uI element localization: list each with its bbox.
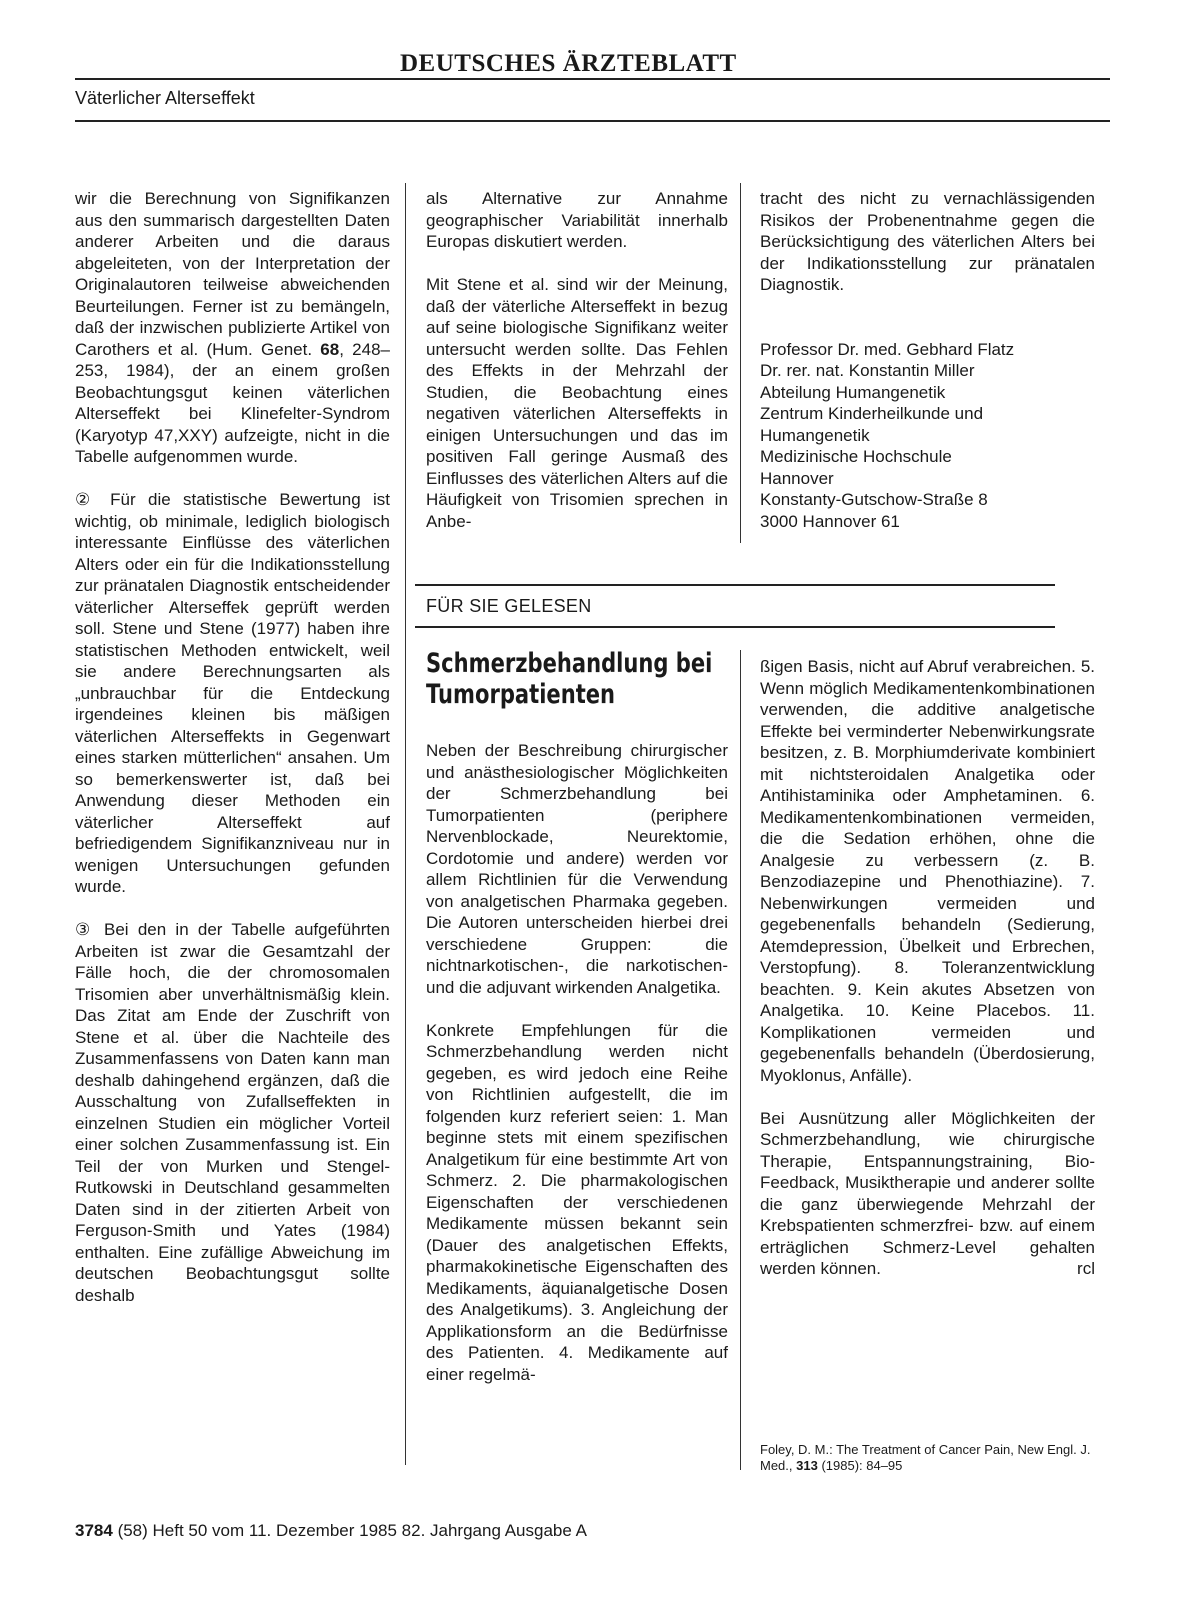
address-line: Professor Dr. med. Gebhard Flatz bbox=[760, 339, 1015, 359]
column-4 bbox=[426, 740, 728, 1385]
address-line: Hannover bbox=[760, 468, 834, 488]
literature-reference bbox=[760, 1442, 1100, 1474]
section-rule-top bbox=[415, 584, 1055, 586]
address-line: Medizinische Hochschule bbox=[760, 447, 952, 466]
column-2 bbox=[426, 188, 728, 532]
address-line: 3000 Hannover 61 bbox=[760, 511, 900, 531]
col1-paragraph-3: ③ Bei den in der Tabelle aufgeführten Arbeiten ist zwar die Gesamtzahl der Fälle hoch, die der chromosomalen Trisomien aber unverhältnismäßig klein. Das Zitat am Ende der Zuschrift von Stene et al. über die Nachteile des Zusammenfassens von Daten kann man deshalb dahingehend ergänzen, daß die Ausschaltung von Zufallseffekten in einzelnen Studien ein möglicher Vorteil einer solchen Zusammenfassung ist. Ein Teil der von Murken und Stengel-Rutkowski in Deutschland gesammelten Daten sind in der zitierten Arbeit von Ferguson-Smith und Yates (1984) enthalten. Eine zufällige Abweichung im deutschen Beobachtungsgut sollte deshalb bbox=[75, 920, 390, 1305]
col4-paragraph-1: Neben der Beschreibung chirurgischer und anästhesiologischer Möglichkeiten der Schmerzbehandlung bei Tumorpatienten (periphere Nervenblockade, Neurektomie, Cordotomie und andere) werden vor allem Richtlinien für die Verwendung von analgetischen Pharmaka gegeben. Die Autoren unterscheiden hierbei drei verschiedene Gruppen: die nichtnarkotischen-, die narkotischen- und die adjuvant wirkenden Analgetika. bbox=[426, 741, 728, 997]
col5-p2-text: Bei Ausnützung aller Möglichkeiten der Schmerzbehandlung, wie chirurgische Therapie, Entspannungstraining, Bio-Feedback, Musiktherapie und anderer sollte die ganz überwiegende Mehrzahl der Krebspatienten schmerzfrei- bzw. auf einem erträglichen Schmerz-Level gehalten werden können. bbox=[760, 1108, 1095, 1278]
col1-p1-text-a: wir die Berechnung von Signifikanzen aus den summarisch dargestellten Daten anderer Arbeiten und die daraus abgeleiteten, von der Interpretation der Originalautoren teilweise abweichenden Beurteilungen. Ferner ist zu bemängeln, daß der inzwischen publizierte Artikel von Carothers et al. (Hum. Genet. bbox=[75, 189, 390, 359]
reference-text-a: Foley, D. M.: The Treatment of Cancer Pain, New Engl. J. Med., bbox=[760, 1442, 1091, 1473]
article-headline: Schmerzbehandlung bei Tumorpatienten bbox=[426, 648, 713, 710]
col5-paragraph-1: ßigen Basis, nicht auf Abruf verabreichen. 5. Wenn möglich Medikamentenkombinationen verwenden, die additive analgetische Effekte bei verminderter Nebenwirkungsrate besitzen, z. B. Morphiumderivate kombiniert mit nichtsteroidalen Analgetika oder Antihistaminika oder Amphetaminen. 6. Medikamentenkombinationen vermeiden, die die Sedation erhöhen, ohne die Analgesie zu verbessern (z. B. Benzodiazepine und Phenothiazine). 7. Nebenwirkungen vermeiden und gegebenenfalls behandeln (Sedierung, Atemdepression, Übelkeit und Erbrechen, Verstopfung). 8. Toleranzentwicklung beachten. 9. Kein akutes Absetzen von Analgetika. 10. Keine Placebos. 11. Komplikationen vermeiden und gegebenenfalls behandeln (Überdosierung, Myoklonus, Anfälle). bbox=[760, 657, 1095, 1085]
column-5 bbox=[760, 656, 1095, 1280]
running-head: Väterlicher Alterseffekt bbox=[75, 88, 255, 108]
column-divider-2 bbox=[740, 183, 741, 543]
section-label: FÜR SIE GELESEN bbox=[426, 596, 592, 616]
page-number: 3784 bbox=[75, 1521, 113, 1540]
masthead: DEUTSCHES ÄRZTEBLATT bbox=[400, 50, 737, 77]
column-1 bbox=[75, 188, 390, 1306]
address-line: Zentrum Kinderheilkunde und Humangenetik bbox=[760, 404, 984, 445]
header-rule bbox=[75, 120, 1110, 122]
column-divider-3 bbox=[740, 650, 741, 1470]
col3-paragraph-1: tracht des nicht zu vernachlässigenden Risikos der Probenentnahme gegen die Berücksichtigung des väterlichen Alters bei der Indikationsstellung zur pränatalen Diagnostik. bbox=[760, 189, 1095, 294]
col2-paragraph-2: Mit Stene et al. sind wir der Meinung, daß der väterliche Alterseffekt in bezug auf seine biologische Signifikanz weiter untersucht werden sollte. Das Fehlen des Effekts in der Mehrzahl der Studien, die Beobachtung eines negativen väterlichen Alterseffekts in einigen Untersuchungen und das im positiven Fall geringe Ausmaß des Einflusses des väterlichen Alters auf die Häufigkeit von Trisomien sprechen in Anbe- bbox=[426, 275, 728, 531]
page-footer bbox=[75, 1521, 587, 1541]
reference-text-b: (1985): 84–95 bbox=[817, 1458, 903, 1473]
col1-paragraph-2: ② Für die statistische Bewertung ist wichtig, ob minimale, lediglich biologisch interessante Einflüsse des väterlichen Alters oder ein für die Indikationsstellung zur pränatalen Diagnostik entscheidender väterlicher Alterseffek geprüft werden soll. Stene und Stene (1977) haben ihre statistischen Methoden entwickelt, weil sie andere Berechnungsarten als „unbrauchbar für die Entdeckung irgendeines kleinen bis mäßigen väterlichen Alterseffekts in Gegenwart eines starken mütterlichen“ ansahen. Um so bemerkenswerter ist, daß bei Anwendung dieser Methoden ein väterlicher Alterseffekt auf befriedigendem Signifikanzniveau nur in wenigen Untersuchungen gefunden wurde. bbox=[75, 490, 390, 896]
section-rule-bottom bbox=[415, 626, 1055, 628]
col1-volume-number: 68 bbox=[320, 339, 340, 359]
address-line: Abteilung Humangenetik bbox=[760, 382, 946, 402]
col5-paragraph-2 bbox=[760, 1108, 1095, 1280]
author-address bbox=[760, 339, 1095, 533]
address-line: Dr. rer. nat. Konstantin Miller bbox=[760, 361, 975, 380]
issue-info: (58) Heft 50 vom 11. Dezember 1985 82. Jahrgang Ausgabe A bbox=[117, 1521, 587, 1540]
author-signature: rcl bbox=[1077, 1259, 1095, 1278]
col1-p1-text-b: , 248–253, 1984), der an einem großen Beobachtungsgut keinen väterlichen Alterseffekt bei Klinefelter-Syndrom (Karyotyp 47,XXY) aufzeigte, nicht in die Tabelle aufgenommen wurde. bbox=[75, 339, 391, 466]
col2-paragraph-1: als Alternative zur Annahme geographischer Variabilität innerhalb Europas diskutiert werden. bbox=[426, 189, 728, 251]
col4-paragraph-2: Konkrete Empfehlungen für die Schmerzbehandlung werden nicht gegeben, es wird jedoch eine Reihe von Richtlinien aufgestellt, die im folgenden kurz referiert seien: 1. Man beginne stets mit einem spezifischen Analgetikum für eine bestimmte Art von Schmerz. 2. Die pharmakologischen Eigenschaften der verschiedenen Medikamente müssen bekannt sein (Dauer des analgetischen Effekts, pharmakokinetische Eigenschaften des Medikaments, äquianalgetische Dosen des Analgetikums). 3. Angleichung der Applikationsform an die Bedürfnisse des Patienten. 4. Medikamente auf einer regelmä- bbox=[426, 1020, 728, 1384]
col1-paragraph-1 bbox=[75, 188, 390, 468]
column-3 bbox=[760, 188, 1095, 532]
reference-volume: 313 bbox=[796, 1458, 818, 1473]
column-divider-1 bbox=[405, 183, 406, 1465]
address-line: Konstanty-Gutschow-Straße 8 bbox=[760, 490, 988, 509]
top-rule bbox=[75, 78, 1110, 80]
